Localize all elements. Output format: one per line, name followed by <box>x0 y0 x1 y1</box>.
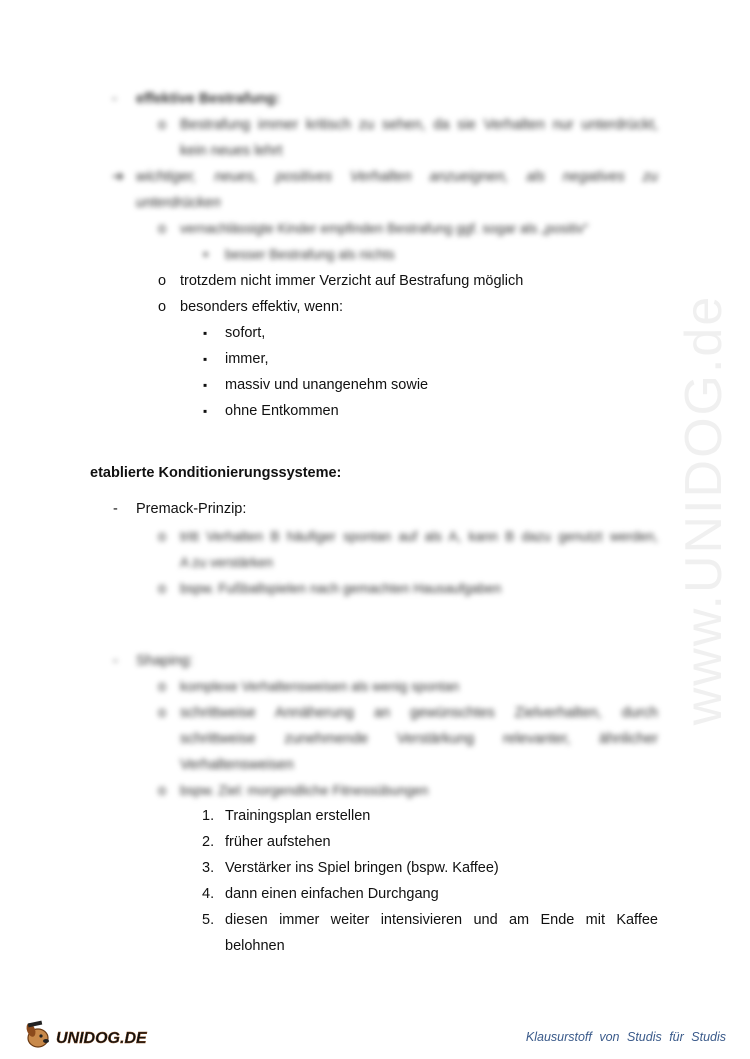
watermark: www.UNIDOG.de <box>675 294 733 726</box>
circle-bullet: o <box>158 679 167 695</box>
square-bullet: ▪ <box>203 404 208 418</box>
step-number: 5. <box>202 912 215 928</box>
blurred-text: bspw. Ziel: morgendliche Fitnessübungen <box>180 783 429 798</box>
step-text: diesen immer weiter intensivieren und am Ende mit Kaffee <box>225 912 658 928</box>
condition-item: massiv und unangenehm sowie <box>225 377 429 393</box>
premack-heading: Premack-Prinzip: <box>136 501 247 517</box>
blurred-text: tritt Verhalten B häufiger spontan auf als A, kann B dazu genutzt werden, <box>180 529 658 544</box>
square-bullet: ▪ <box>203 326 208 340</box>
step-text: Trainingsplan erstellen <box>225 808 371 824</box>
circle-bullet: o <box>158 783 167 799</box>
blurred-text: vernachlässigte Kinder empfinden Bestrafung ggf. sogar als „positiv“ <box>180 221 589 236</box>
condition-item: sofort, <box>225 325 266 341</box>
logo-text: UNIDOG.DE <box>56 1030 147 1047</box>
square-bullet: ▪ <box>203 352 208 366</box>
step-text: Verstärker ins Spiel bringen (bspw. Kaffee) <box>225 860 499 876</box>
footer-tagline: Klausurstoff von Studis für Studis <box>525 1030 726 1044</box>
blurred-text: A zu verstärken <box>180 555 274 570</box>
circle-bullet: o <box>158 581 167 597</box>
step-number: 2. <box>202 834 215 850</box>
blurred-heading: effektive Bestrafung: <box>136 91 281 107</box>
dash-bullet: - <box>112 91 117 107</box>
step-text-continued: belohnen <box>225 938 285 954</box>
list-item: besonders effektiv, wenn: <box>180 299 344 315</box>
dash-bullet: - <box>113 653 118 669</box>
blurred-text: wichtiger, neues, positives Verhalten anzueignen, als negatives zu <box>136 169 658 185</box>
square-bullet: ▪ <box>203 378 208 392</box>
step-text: früher aufstehen <box>225 834 331 850</box>
step-number: 1. <box>202 808 215 824</box>
blurred-text: komplexe Verhaltensweisen als wenig spontan <box>180 679 460 694</box>
blurred-text: bspw. Fußballspielen nach gemachten Hausaufgaben <box>180 581 502 596</box>
condition-item: immer, <box>225 351 269 367</box>
circle-bullet: o <box>158 705 167 721</box>
condition-item: ohne Entkommen <box>225 403 339 419</box>
blurred-text: kein neues lehrt <box>180 143 283 159</box>
unidog-logo <box>22 1016 152 1052</box>
circle-bullet: o <box>158 529 167 545</box>
blurred-text: Verhaltensweisen <box>180 757 294 773</box>
blurred-text: schrittweise zunehmende Verstärkung relevanter, ähnlicher <box>180 731 658 747</box>
blurred-heading: Shaping: <box>136 653 194 669</box>
circle-bullet: o <box>158 221 167 237</box>
blurred-text: besser Bestrafung als nichts <box>225 247 395 262</box>
blurred-text: Bestrafung immer kritisch zu sehen, da sie Verhalten nur unterdrückt, <box>180 117 658 133</box>
dog-icon <box>25 1021 49 1047</box>
arrow-bullet: ➔ <box>112 169 125 185</box>
step-number: 4. <box>202 886 215 902</box>
dash-bullet: - <box>113 501 118 517</box>
section-heading: etablierte Konditionierungssysteme: <box>90 465 342 481</box>
circle-bullet: o <box>158 273 167 289</box>
circle-bullet: o <box>158 299 167 315</box>
blurred-text: schrittweise Annäherung an gewünschtes Zielverhalten, durch <box>180 705 658 721</box>
step-number: 3. <box>202 860 215 876</box>
list-item: trotzdem nicht immer Verzicht auf Bestrafung möglich <box>180 273 524 289</box>
blurred-text: unterdrücken <box>136 195 221 211</box>
step-text: dann einen einfachen Durchgang <box>225 886 439 902</box>
circle-bullet: o <box>158 117 167 133</box>
square-bullet: ▪ <box>203 247 209 263</box>
